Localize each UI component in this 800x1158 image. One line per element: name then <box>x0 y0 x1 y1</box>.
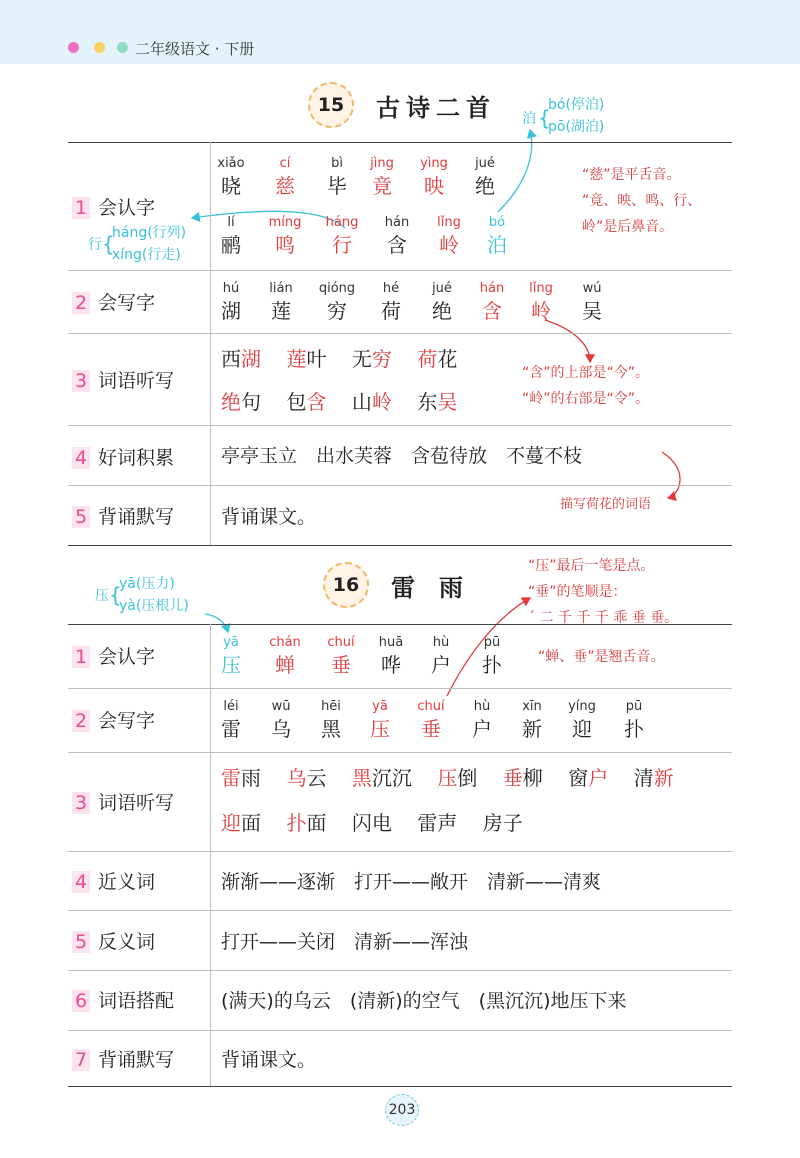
collocations-text: (满天)的乌云 (清新)的空气 (黑沉沉)地压下来 <box>221 990 627 1012</box>
dictation-line2: 迎面 扑面 闪电 雷声 房子 <box>221 811 523 835</box>
good-words: 亭亭玉立 出水芙蓉 含苞待放 不蔓不枝 <box>221 445 583 467</box>
lesson-number-badge: 15 <box>308 82 354 128</box>
row-label-recognize: 1 会认字 <box>72 642 155 672</box>
dictation-note: “含”的上部是“今”。 “岭”的右部是“令”。 <box>522 365 650 407</box>
char-jue2: jué 绝 <box>432 281 452 323</box>
row-label-dictation: 3 词语听写 <box>72 366 174 396</box>
stroke-order-note: “压”最后一笔是点。 “垂”的笔顺是： ˊ 二 千 千 千 乖 垂 垂。 <box>528 558 679 626</box>
dictation-line1: 雷雨 乌云 黑沉沉 压倒 垂柳 窗户 清新 <box>221 766 674 790</box>
char-qiong: qióng 穷 <box>318 281 356 323</box>
char-hua: huā 哗 <box>378 635 404 677</box>
char-he: hé 荷 <box>381 281 401 323</box>
char-ying: yìng 映 <box>420 156 448 198</box>
column-divider <box>210 624 211 1086</box>
antonyms-text: 打开——关闭 清新——浑浊 <box>221 931 469 953</box>
grade-label: 二年级语文 · 下册 <box>135 40 255 58</box>
char-xin: xīn 新 <box>522 699 542 741</box>
dictation-line2: 绝句 包含 山岭 东吴 <box>221 390 458 414</box>
char-jue: jué 绝 <box>475 156 495 198</box>
char-hu: hù 户 <box>431 635 451 677</box>
row-divider <box>68 1030 732 1031</box>
ya-arrow <box>205 614 228 632</box>
good-words-note: 描写荷花的词语 <box>560 497 652 512</box>
row-divider <box>68 752 732 753</box>
lesson-number-badge: 16 <box>323 562 369 608</box>
char-chan: chán 蝉 <box>269 635 301 677</box>
char-wu: wū 乌 <box>271 699 291 741</box>
row-divider <box>68 485 732 486</box>
row-divider <box>68 970 732 971</box>
recite-text: 背诵课文。 <box>221 1049 317 1071</box>
char-chui: chuí 垂 <box>327 635 355 677</box>
lotus-arrow <box>662 452 680 498</box>
row-label-dictation: 3 词语听写 <box>72 788 174 818</box>
char-ling: lǐng 岭 <box>437 215 461 257</box>
char-jing: jìng 竟 <box>370 156 394 198</box>
char-pu2: pū 扑 <box>624 699 644 741</box>
char-hu: hú 湖 <box>221 281 241 323</box>
char-han: hán 含 <box>384 215 410 257</box>
row-divider <box>68 270 732 271</box>
char-han2: hán 含 <box>479 281 505 323</box>
row-label-good-words: 4 好词积累 <box>72 443 174 473</box>
recognize-note: “慈”是平舌音。 “竟、映、鸣、行、 岭”是后鼻音。 <box>582 167 702 235</box>
char-bi: bì 毕 <box>327 156 347 198</box>
char-ying: yíng 迎 <box>568 699 596 741</box>
char-hei: hēi 黑 <box>321 699 341 741</box>
row-label-synonyms: 4 近义词 <box>72 867 155 897</box>
lesson-title: 古诗二首 <box>376 94 496 122</box>
lesson-title: 雷雨 <box>391 574 487 602</box>
recognize-note: “蝉、垂”是翘舌音。 <box>538 649 665 665</box>
row-divider <box>68 851 732 852</box>
row-divider <box>68 910 732 911</box>
char-pu: pū 扑 <box>482 635 502 677</box>
han-arrow <box>545 320 590 362</box>
page-number: 203 <box>385 1094 419 1126</box>
char-ling2: lǐng 岭 <box>529 281 553 323</box>
row-divider <box>68 333 732 334</box>
char-bo: bó 泊 <box>487 215 507 257</box>
char-xiao: xiǎo 晓 <box>217 156 245 198</box>
recite-text: 背诵课文。 <box>221 506 317 528</box>
table-bottom-border <box>68 1086 732 1087</box>
char-ya: yā 压 <box>221 635 241 677</box>
char-li: lí 鹂 <box>221 215 241 257</box>
row-divider <box>68 425 732 426</box>
char-ming: míng 鸣 <box>268 215 302 257</box>
table-bottom-border <box>68 545 732 546</box>
char-hu2: hù 户 <box>472 699 492 741</box>
table-top-border <box>68 142 732 143</box>
synonyms-text: 渐渐——逐渐 打开——敞开 清新——清爽 <box>221 871 602 893</box>
row-label-recite: 5 背诵默写 <box>72 502 174 532</box>
row-label-antonyms: 5 反义词 <box>72 927 155 957</box>
char-wu: wú 吴 <box>582 281 602 323</box>
row-label-collocations: 6 词语搭配 <box>72 986 174 1016</box>
char-ya2: yā 压 <box>370 699 390 741</box>
char-chui2: chuí 垂 <box>417 699 445 741</box>
char-hang: háng 行 <box>325 215 359 257</box>
table-top-border <box>68 624 732 625</box>
row-label-write: 2 会写字 <box>72 288 155 318</box>
char-lian: lián 莲 <box>269 281 293 323</box>
row-label-recite: 7 背诵默写 <box>72 1045 174 1075</box>
row-label-write: 2 会写字 <box>72 706 155 736</box>
char-ci: cí 慈 <box>275 156 295 198</box>
row-divider <box>68 688 732 689</box>
row-label-recognize: 1 会认字 <box>72 193 155 223</box>
dictation-line1: 西湖 莲叶 无穷 荷花 <box>221 347 458 371</box>
char-lei: léi 雷 <box>221 699 241 741</box>
